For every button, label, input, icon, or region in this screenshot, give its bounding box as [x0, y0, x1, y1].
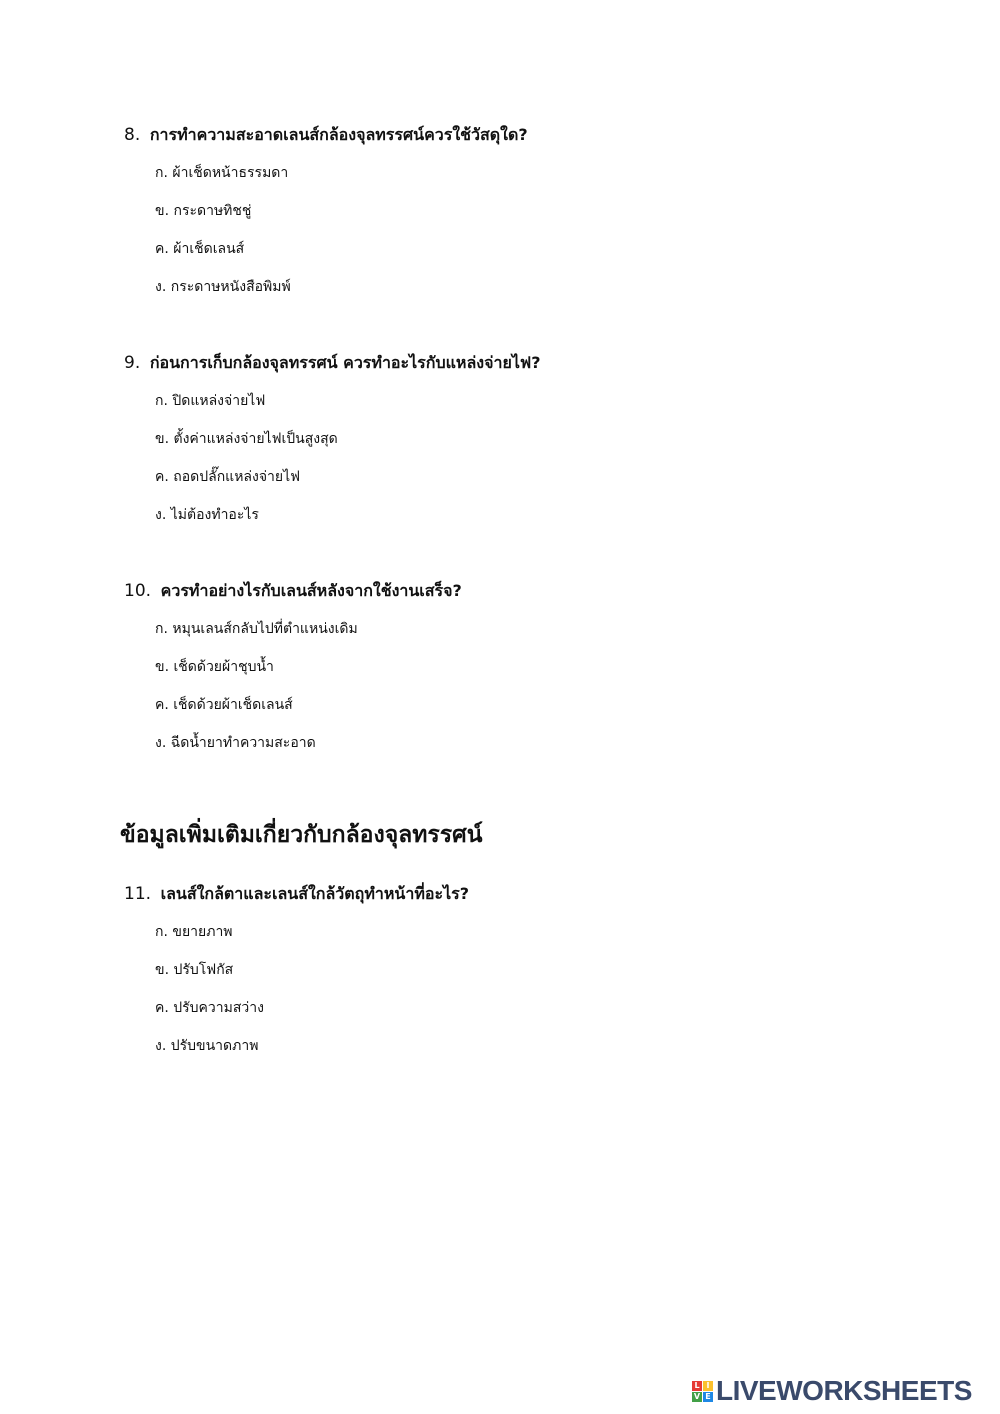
question-11 — [124, 882, 469, 1058]
logo-square: V — [693, 1391, 701, 1401]
question-text: ก่อนการเก็บกล้องจุลทรรศน์ ควรทำอะไรกับแหล่งจ่ายไฟ? — [149, 353, 541, 372]
option-item: ก. ปิดแหล่งจ่ายไฟ — [155, 393, 266, 409]
question-10-heading — [124, 579, 462, 603]
option-item: ข. กระดาษทิชชู่ — [155, 203, 252, 219]
logo-text: LIVEWORKSHEETS — [716, 1375, 972, 1406]
question-number: 10. — [124, 581, 152, 601]
option-item: ง. ปรับขนาดภาพ — [155, 1038, 259, 1054]
question-11-heading — [124, 882, 469, 906]
option-item: ค. ปรับความสว่าง — [155, 1000, 264, 1016]
option-item: ง. ฉีดน้ำยาทำความสะอาด — [155, 735, 316, 751]
option-item: ง. กระดาษหนังสือพิมพ์ — [155, 279, 291, 295]
question-text: การทำความสะอาดเลนส์กล้องจุลทรรศน์ควรใช้วัสดุใด? — [149, 125, 528, 144]
section-heading: ข้อมูลเพิ่มเติมเกี่ยวกับกล้องจุลทรรศน์ — [120, 822, 483, 848]
option-item: ก. ขยายภาพ — [155, 924, 233, 940]
question-8 — [124, 123, 528, 299]
question-9 — [124, 351, 540, 527]
question-number: 11. — [124, 884, 152, 904]
logo-mark-icon — [692, 1381, 713, 1402]
question-8-heading — [124, 123, 528, 147]
question-text: ควรทำอย่างไรกับเลนส์หลังจากใช้งานเสร็จ? — [160, 581, 462, 600]
option-item: ค. ผ้าเช็ดเลนส์ — [155, 241, 245, 257]
liveworksheets-logo[interactable] — [692, 1376, 972, 1406]
question-9-heading — [124, 351, 540, 375]
option-item: ค. เช็ดด้วยผ้าเช็ดเลนส์ — [155, 697, 293, 713]
option-item: ง. ไม่ต้องทำอะไร — [155, 507, 259, 523]
question-number: 8. — [124, 125, 141, 145]
logo-square: L — [692, 1381, 702, 1391]
option-item: ค. ถอดปลั๊กแหล่งจ่ายไฟ — [155, 469, 301, 485]
logo-square: I — [703, 1381, 713, 1391]
option-item: ข. เช็ดด้วยผ้าชุบน้ำ — [155, 659, 274, 675]
option-item: ก. หมุนเลนส์กลับไปที่ตำแหน่งเดิม — [155, 621, 358, 637]
option-item: ก. ผ้าเช็ดหน้าธรรมดา — [155, 165, 289, 181]
question-number: 9. — [124, 353, 141, 373]
logo-square: E — [703, 1392, 713, 1402]
question-10 — [124, 579, 462, 755]
question-text: เลนส์ใกล้ตาและเลนส์ใกล้วัตถุทำหน้าที่อะไร? — [160, 884, 470, 903]
option-item: ข. ปรับโฟกัส — [155, 962, 234, 978]
option-item: ข. ตั้งค่าแหล่งจ่ายไฟเป็นสูงสุด — [155, 431, 338, 447]
